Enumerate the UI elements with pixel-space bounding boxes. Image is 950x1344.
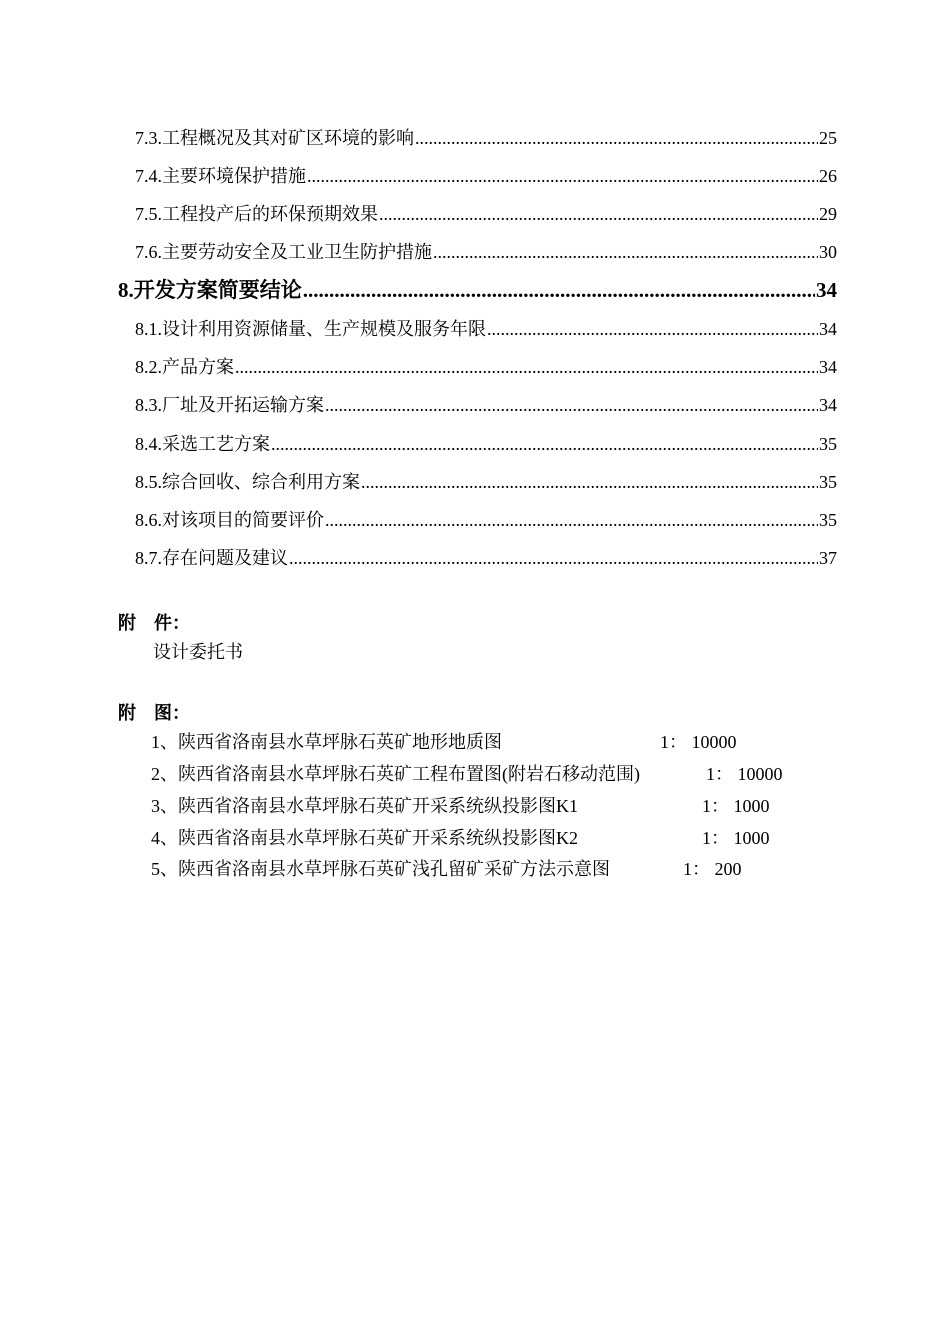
toc-leader-dots (271, 433, 818, 455)
toc-entry[interactable] (135, 241, 837, 263)
figure-list-item-title: 2、陕西省洛南县水草坪脉石英矿工程布置图(附岩石移动范围) (151, 764, 640, 784)
toc-entry-title: 8.2.产品方案 (135, 357, 234, 377)
toc-leader-dots (289, 547, 818, 569)
toc-entry[interactable] (135, 356, 837, 378)
toc-entry[interactable] (135, 547, 837, 569)
toc-entry[interactable] (135, 471, 837, 493)
toc-entry-title: 8.3.厂址及开拓运输方案 (135, 395, 324, 415)
toc-entry-title: 8.开发方案简要结论 (118, 278, 302, 302)
toc-entry-title: 7.5.工程投产后的环保预期效果 (135, 204, 378, 224)
toc-entry-page: 35 (819, 472, 837, 492)
toc-entry-page: 35 (819, 434, 837, 454)
toc-entry[interactable] (135, 433, 837, 455)
figure-list-item-scale: 1： 1000 (702, 828, 770, 848)
figure-list-item-title: 5、陕西省洛南县水草坪脉石英矿浅孔留矿采矿方法示意图 (151, 859, 610, 879)
toc-leader-dots (235, 356, 818, 378)
toc-entry-title: 8.7.存在问题及建议 (135, 548, 288, 568)
toc-leader-dots (487, 318, 818, 340)
toc-entry-page: 37 (819, 548, 837, 568)
toc-entry[interactable] (135, 165, 837, 187)
toc-entry-page: 29 (819, 204, 837, 224)
toc-entry-page: 34 (819, 395, 837, 415)
toc-entry-page: 34 (816, 278, 837, 302)
toc-leader-dots (415, 127, 818, 149)
toc-leader-dots (325, 394, 818, 416)
figure-list-item-scale: 1： 200 (683, 859, 742, 879)
toc-entry[interactable] (135, 203, 837, 225)
toc-entry-page: 25 (819, 128, 837, 148)
toc-entry[interactable] (135, 394, 837, 416)
annex-item: 设计委托书 (153, 642, 243, 662)
toc-entry[interactable] (135, 127, 837, 149)
figure-list-item-scale: 1： 10000 (706, 764, 783, 784)
toc-chapter-entry[interactable] (118, 277, 837, 303)
toc-entry-page: 34 (819, 357, 837, 377)
toc-entry-page: 30 (819, 242, 837, 262)
figure-list-item-title: 1、陕西省洛南县水草坪脉石英矿地形地质图 (151, 732, 502, 752)
toc-entry[interactable] (135, 318, 837, 340)
toc-entry-title: 8.6.对该项目的简要评价 (135, 510, 324, 530)
annex-heading: 附 件： (118, 613, 190, 633)
toc-entry-title: 7.6.主要劳动安全及工业卫生防护措施 (135, 242, 432, 262)
toc-entry-page: 34 (819, 319, 837, 339)
toc-entry-title: 7.4.主要环境保护措施 (135, 166, 306, 186)
toc-leader-dots (303, 277, 815, 303)
toc-entry-title: 7.3.工程概况及其对矿区环境的影响 (135, 128, 414, 148)
toc-entry-title: 8.5.综合回收、综合利用方案 (135, 472, 360, 492)
figures-heading: 附 图： (118, 703, 190, 723)
toc-leader-dots (325, 509, 818, 531)
toc-entry-title: 8.1.设计利用资源储量、生产规模及服务年限 (135, 319, 486, 339)
toc-entry-page: 26 (819, 166, 837, 186)
figure-list-item-scale: 1： 10000 (660, 732, 737, 752)
toc-entry-title: 8.4.采选工艺方案 (135, 434, 270, 454)
figure-list-item-title: 4、陕西省洛南县水草坪脉石英矿开采系统纵投影图K2 (151, 828, 578, 848)
toc-entry[interactable] (135, 509, 837, 531)
toc-leader-dots (379, 203, 818, 225)
toc-leader-dots (433, 241, 818, 263)
figure-list-item-scale: 1： 1000 (702, 796, 770, 816)
figure-list-item-title: 3、陕西省洛南县水草坪脉石英矿开采系统纵投影图K1 (151, 796, 578, 816)
toc-leader-dots (361, 471, 818, 493)
toc-entry-page: 35 (819, 510, 837, 530)
toc-leader-dots (307, 165, 818, 187)
